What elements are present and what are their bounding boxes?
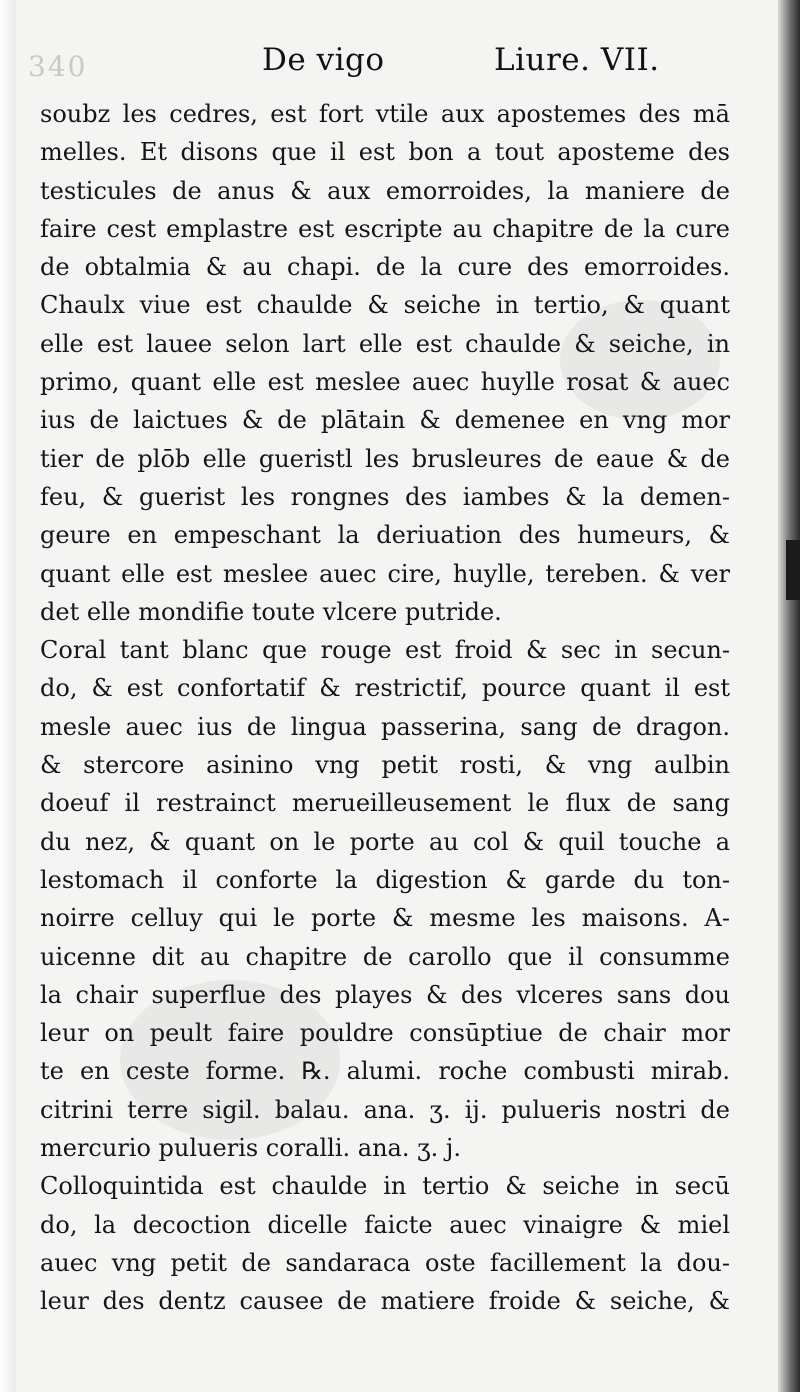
text-line: soubz les cedres, est fort vtile aux apostemes des mā bbox=[40, 100, 730, 128]
text-line: feu, & guerist les rongnes des iambes & la demen- bbox=[40, 482, 730, 511]
text-line: det elle mondifie toute vlcere putride. bbox=[40, 597, 502, 626]
text-line: doeuf il restrainct merueilleusement le flux de sang bbox=[40, 789, 730, 818]
page-edge-shadow bbox=[778, 0, 800, 1392]
text-line: quant elle est meslee auec cire, huylle, tereben. & ver bbox=[40, 559, 730, 588]
text-line: elle est lauee selon lart elle est chaulde & seiche, in bbox=[40, 329, 730, 358]
text-line: te en ceste forme. ℞. alumi. roche combusti mirab. bbox=[40, 1057, 730, 1086]
text-line: lestomach il conforte la digestion & garde du ton- bbox=[40, 865, 730, 894]
text-line: ius de laictues & de plātain & demenee en vng mor bbox=[40, 406, 730, 435]
running-head bbox=[0, 40, 800, 90]
running-title: De vigo bbox=[262, 42, 385, 78]
text-line: do, & est confortatif & restrictif, pource quant il est bbox=[40, 674, 730, 703]
page-gutter-shadow bbox=[0, 0, 16, 1392]
text-line: geure en empeschant la deriuation des humeurs, & bbox=[40, 521, 730, 550]
text-line: leur des dentz causee de matiere froide & seiche, & bbox=[40, 1287, 730, 1316]
text-line: la chair superflue des playes & des vlceres sans dou bbox=[40, 980, 730, 1009]
text-line: primo, quant elle est meslee auec huylle rosat & auec bbox=[40, 368, 730, 397]
text-line: auec vng petit de sandaraca oste facillement la dou- bbox=[40, 1248, 730, 1277]
text-line: noirre celluy qui le porte & mesme les maisons. A- bbox=[40, 904, 730, 933]
text-line: testicules de anus & aux emorroides, la maniere de bbox=[40, 176, 730, 205]
page-edge-dark-mark bbox=[786, 540, 800, 600]
text-line: tier de plōb elle gueristl les brusleures de eaue & de bbox=[40, 444, 730, 473]
text-line: de obtalmia & au chapi. de la cure des emorroides. bbox=[40, 253, 730, 282]
text-line: uicenne dit au chapitre de carollo que il consumme bbox=[40, 942, 730, 971]
text-line: mercurio pulueris coralli. ana. ʒ. j. bbox=[40, 1134, 461, 1163]
text-line: faire cest emplastre est escripte au chapitre de la cure bbox=[40, 214, 730, 243]
book-number: Liure. VII. bbox=[494, 42, 660, 78]
text-line: leur on peult faire pouldre consūptiue de chair mor bbox=[40, 1019, 730, 1048]
folio-number: 340 bbox=[28, 50, 88, 83]
text-line: do, la decoction dicelle faicte auec vinaigre & miel bbox=[40, 1210, 730, 1239]
text-line: citrini terre sigil. balau. ana. ʒ. ij. pulueris nostri de bbox=[40, 1095, 730, 1124]
text-line: Coral tant blanc que rouge est froid & sec in secun- bbox=[40, 636, 730, 665]
text-line: Chaulx viue est chaulde & seiche in tertio, & quant bbox=[40, 291, 730, 320]
text-line: Colloquintida est chaulde in tertio & seiche in secū bbox=[40, 1172, 730, 1201]
text-line: & stercore asinino vng petit rosti, & vng aulbin bbox=[40, 751, 730, 780]
text-line: mesle auec ius de lingua passerina, sang de dragon. bbox=[40, 712, 730, 741]
text-line: du nez, & quant on le porte au col & quil touche a bbox=[40, 827, 730, 856]
text-line: melles. Et disons que il est bon a tout aposteme des bbox=[40, 138, 730, 167]
body-text bbox=[40, 95, 730, 1321]
